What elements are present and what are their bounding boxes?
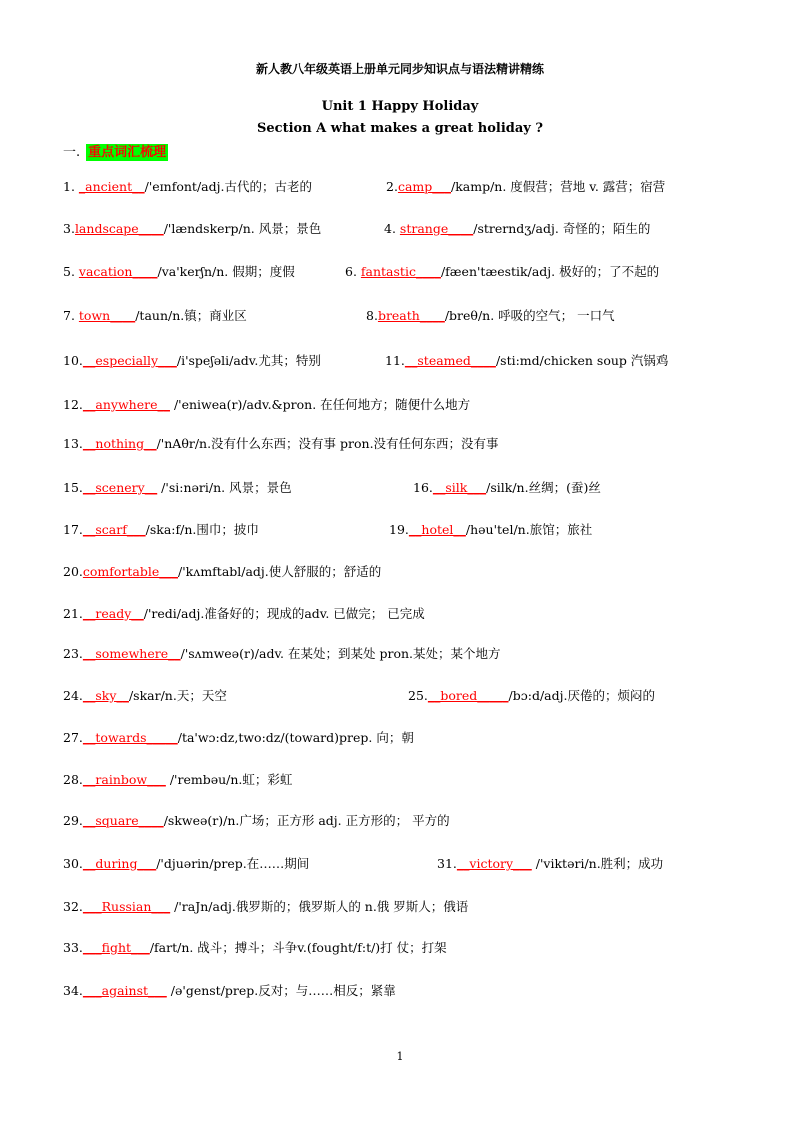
vocab-entry <box>63 854 309 872</box>
entry-definition: /'redi/adj.准备好的；现成的adv. 已做完； 已完成 <box>143 606 425 621</box>
vocab-row <box>0 644 800 666</box>
entry-definition: /ska:f/n.围巾；披巾 <box>145 522 259 537</box>
entry-number: 4. <box>384 221 400 236</box>
entry-number: 20. <box>63 564 83 579</box>
vocab-row <box>0 434 800 456</box>
entry-definition: /taun/n.镇；商业区 <box>135 308 247 323</box>
entry-number: 23. <box>63 646 83 661</box>
entry-number: 33. <box>63 940 83 955</box>
entry-number: 19. <box>389 522 409 537</box>
entry-definition: /strerndʒ/adj. 奇怪的；陌生的 <box>473 221 651 236</box>
vocab-row <box>0 811 800 833</box>
vocab-entry <box>63 644 501 662</box>
answer-word: ___Russian___ <box>82 899 171 914</box>
entry-number: 7. <box>63 308 79 323</box>
entry-number: 17. <box>63 522 83 537</box>
answer-word: __nothing__ <box>82 436 157 451</box>
vocab-entry <box>63 177 312 195</box>
entry-definition: /fart/n. 战斗；搏斗；斗争v.(fought/f:t/)打 仗；打架 <box>149 940 447 955</box>
vocab-entry <box>386 177 665 195</box>
answer-word: __silk___ <box>432 480 487 495</box>
answer-word: comfortable___ <box>82 564 179 579</box>
vocab-row <box>0 262 800 284</box>
vocab-entry <box>63 351 321 369</box>
answer-word: strange____ <box>399 221 474 236</box>
entry-number: 10. <box>63 353 83 368</box>
entry-definition: /'si:nəri/n. 风景；景色 <box>157 480 292 495</box>
vocab-entry <box>63 219 321 237</box>
vocab-entry <box>63 478 292 496</box>
entry-number: 25. <box>408 688 428 703</box>
vocab-row <box>0 686 800 708</box>
entry-number: 12. <box>63 397 83 412</box>
entry-definition: /ə'genst/prep.反对；与……相反；紧靠 <box>166 983 396 998</box>
vocab-entry <box>63 604 425 622</box>
entry-definition: /'kʌmftabl/adj.使人舒服的；舒适的 <box>178 564 382 579</box>
entry-number: 15. <box>63 480 83 495</box>
part-label-highlight: 重点词汇梳理 <box>88 145 167 160</box>
entry-definition: /kamp/n. 度假营；营地 v. 露营；宿营 <box>451 179 666 194</box>
vocab-row <box>0 306 800 328</box>
answer-word: __during___ <box>82 856 157 871</box>
section-title: Section A what makes a great holiday ? <box>257 121 543 136</box>
entry-definition: /ta'wɔ:dz,two:dz/(toward)prep. 向；朝 <box>177 730 414 745</box>
answer-word: vacation____ <box>78 264 158 279</box>
vocab-entry <box>63 395 470 413</box>
answer-word: camp___ <box>397 179 451 194</box>
entry-definition: /va'kerʃn/n. 假期；度假 <box>157 264 295 279</box>
vocab-entry <box>366 306 615 324</box>
answer-word: __scenery__ <box>82 480 158 495</box>
vocab-entry <box>437 854 663 872</box>
entry-definition: /'nAθr/n.没有什么东西；没有事 pron.没有任何东西；没有事 <box>156 436 499 451</box>
vocab-row <box>0 219 800 241</box>
vocab-entry <box>63 306 247 324</box>
vocab-entry <box>63 520 259 538</box>
vocab-row <box>0 897 800 919</box>
vocab-entry <box>63 562 381 580</box>
vocab-entry <box>63 434 499 452</box>
answer-word: __steamed____ <box>404 353 496 368</box>
unit-title: Unit 1 Happy Holiday <box>321 99 479 114</box>
vocab-entry <box>63 897 468 915</box>
entry-number: 8. <box>366 308 378 323</box>
vocab-row <box>0 395 800 417</box>
answer-word: fantastic____ <box>360 264 441 279</box>
entry-number: 1. <box>63 179 79 194</box>
vocab-row <box>0 562 800 584</box>
vocab-row <box>0 351 800 373</box>
answer-word: __bored_____ <box>427 688 509 703</box>
entry-definition: /silk/n.丝绸；(蚕)丝 <box>486 480 601 495</box>
entry-definition: /skweə(r)/n.广场；正方形 adj. 正方形的； 平方的 <box>163 813 450 828</box>
entry-definition: /həu'tel/n.旅馆；旅社 <box>465 522 593 537</box>
vocab-entry <box>345 262 659 280</box>
vocab-row <box>0 981 800 1003</box>
entry-number: 11. <box>385 353 405 368</box>
entry-number: 34. <box>63 983 83 998</box>
entry-number: 6. <box>345 264 361 279</box>
entry-definition: /breθ/n. 呼吸的空气； 一口气 <box>444 308 615 323</box>
answer-word: __somewhere__ <box>82 646 181 661</box>
vocab-entry <box>389 520 592 538</box>
entry-number: 2. <box>386 179 398 194</box>
entry-number: 16. <box>413 480 433 495</box>
answer-word: ___against___ <box>82 983 167 998</box>
answer-word: __anywhere__ <box>82 397 170 412</box>
entry-number: 28. <box>63 772 83 787</box>
answer-word: __ready__ <box>82 606 144 621</box>
entry-definition: /bɔ:d/adj.厌倦的；烦闷的 <box>508 688 655 703</box>
vocab-row <box>0 938 800 960</box>
answer-word: ___fight___ <box>82 940 150 955</box>
vocab-entry <box>63 811 450 829</box>
vocab-entry <box>384 219 650 237</box>
vocab-entry <box>63 938 447 956</box>
answer-word: landscape____ <box>74 221 164 236</box>
answer-word: __rainbow___ <box>82 772 166 787</box>
answer-word: __sky__ <box>82 688 129 703</box>
answer-word: __victory___ <box>456 856 532 871</box>
entry-definition: /'djuərin/prep.在……期间 <box>156 856 310 871</box>
entry-definition: /fæen'tæestik/adj. 极好的；了不起的 <box>440 264 660 279</box>
vocab-entry <box>385 351 668 369</box>
entry-number: 13. <box>63 436 83 451</box>
entry-definition: /'sʌmweə(r)/adv. 在某处；到某处 pron.某处；某个地方 <box>180 646 501 661</box>
vocab-entry <box>63 728 414 746</box>
answer-word: town____ <box>78 308 136 323</box>
entry-number: 27. <box>63 730 83 745</box>
part-number: 一. <box>63 145 81 160</box>
vocab-row <box>0 770 800 792</box>
vocab-row <box>0 520 800 542</box>
answer-word: __especially___ <box>82 353 177 368</box>
entry-number: 31. <box>437 856 457 871</box>
answer-word: _ancient__ <box>78 179 145 194</box>
answer-word: __towards_____ <box>82 730 178 745</box>
document-header: 新人教八年级英语上册单元同步知识点与语法精讲精练 <box>255 62 544 76</box>
vocab-row <box>0 728 800 750</box>
vocab-row <box>0 478 800 500</box>
answer-word: breath____ <box>377 308 445 323</box>
entry-definition: /'rembəu/n.虹；彩虹 <box>165 772 293 787</box>
answer-word: __hotel__ <box>408 522 466 537</box>
vocab-row <box>0 604 800 626</box>
vocab-row <box>0 177 800 199</box>
vocab-entry <box>408 686 655 704</box>
page-number: 1 <box>396 1050 404 1063</box>
entry-definition: /'lændskerp/n. 风景；景色 <box>163 221 322 236</box>
entry-number: 32. <box>63 899 83 914</box>
entry-definition: /'viktəri/n.胜利；成功 <box>531 856 664 871</box>
entry-number: 21. <box>63 606 83 621</box>
entry-definition: /'eniwea(r)/adv.&pron. 在任何地方；随便什么地方 <box>169 397 471 412</box>
entry-number: 30. <box>63 856 83 871</box>
vocab-entry <box>63 981 396 999</box>
answer-word: __scarf___ <box>82 522 146 537</box>
entry-definition: /'eɪnfont/adj.古代的；古老的 <box>144 179 312 194</box>
entry-definition: /i'speʃəli/adv.尤其；特别 <box>176 353 321 368</box>
vocab-entry <box>63 686 227 704</box>
entry-number: 5. <box>63 264 79 279</box>
vocab-entry <box>63 262 295 280</box>
vocab-row <box>0 854 800 876</box>
entry-number: 29. <box>63 813 83 828</box>
answer-word: __square____ <box>82 813 164 828</box>
entry-definition: /'raJn/adj.俄罗斯的；俄罗斯人的 n.俄 罗斯人；俄语 <box>170 899 469 914</box>
entry-number: 24. <box>63 688 83 703</box>
entry-definition: /skar/n.天；天空 <box>128 688 227 703</box>
entry-definition: /sti:md/chicken soup 汽锅鸡 <box>495 353 669 368</box>
vocab-entry <box>413 478 601 496</box>
vocab-entry <box>63 770 292 788</box>
entry-number: 3. <box>63 221 75 236</box>
